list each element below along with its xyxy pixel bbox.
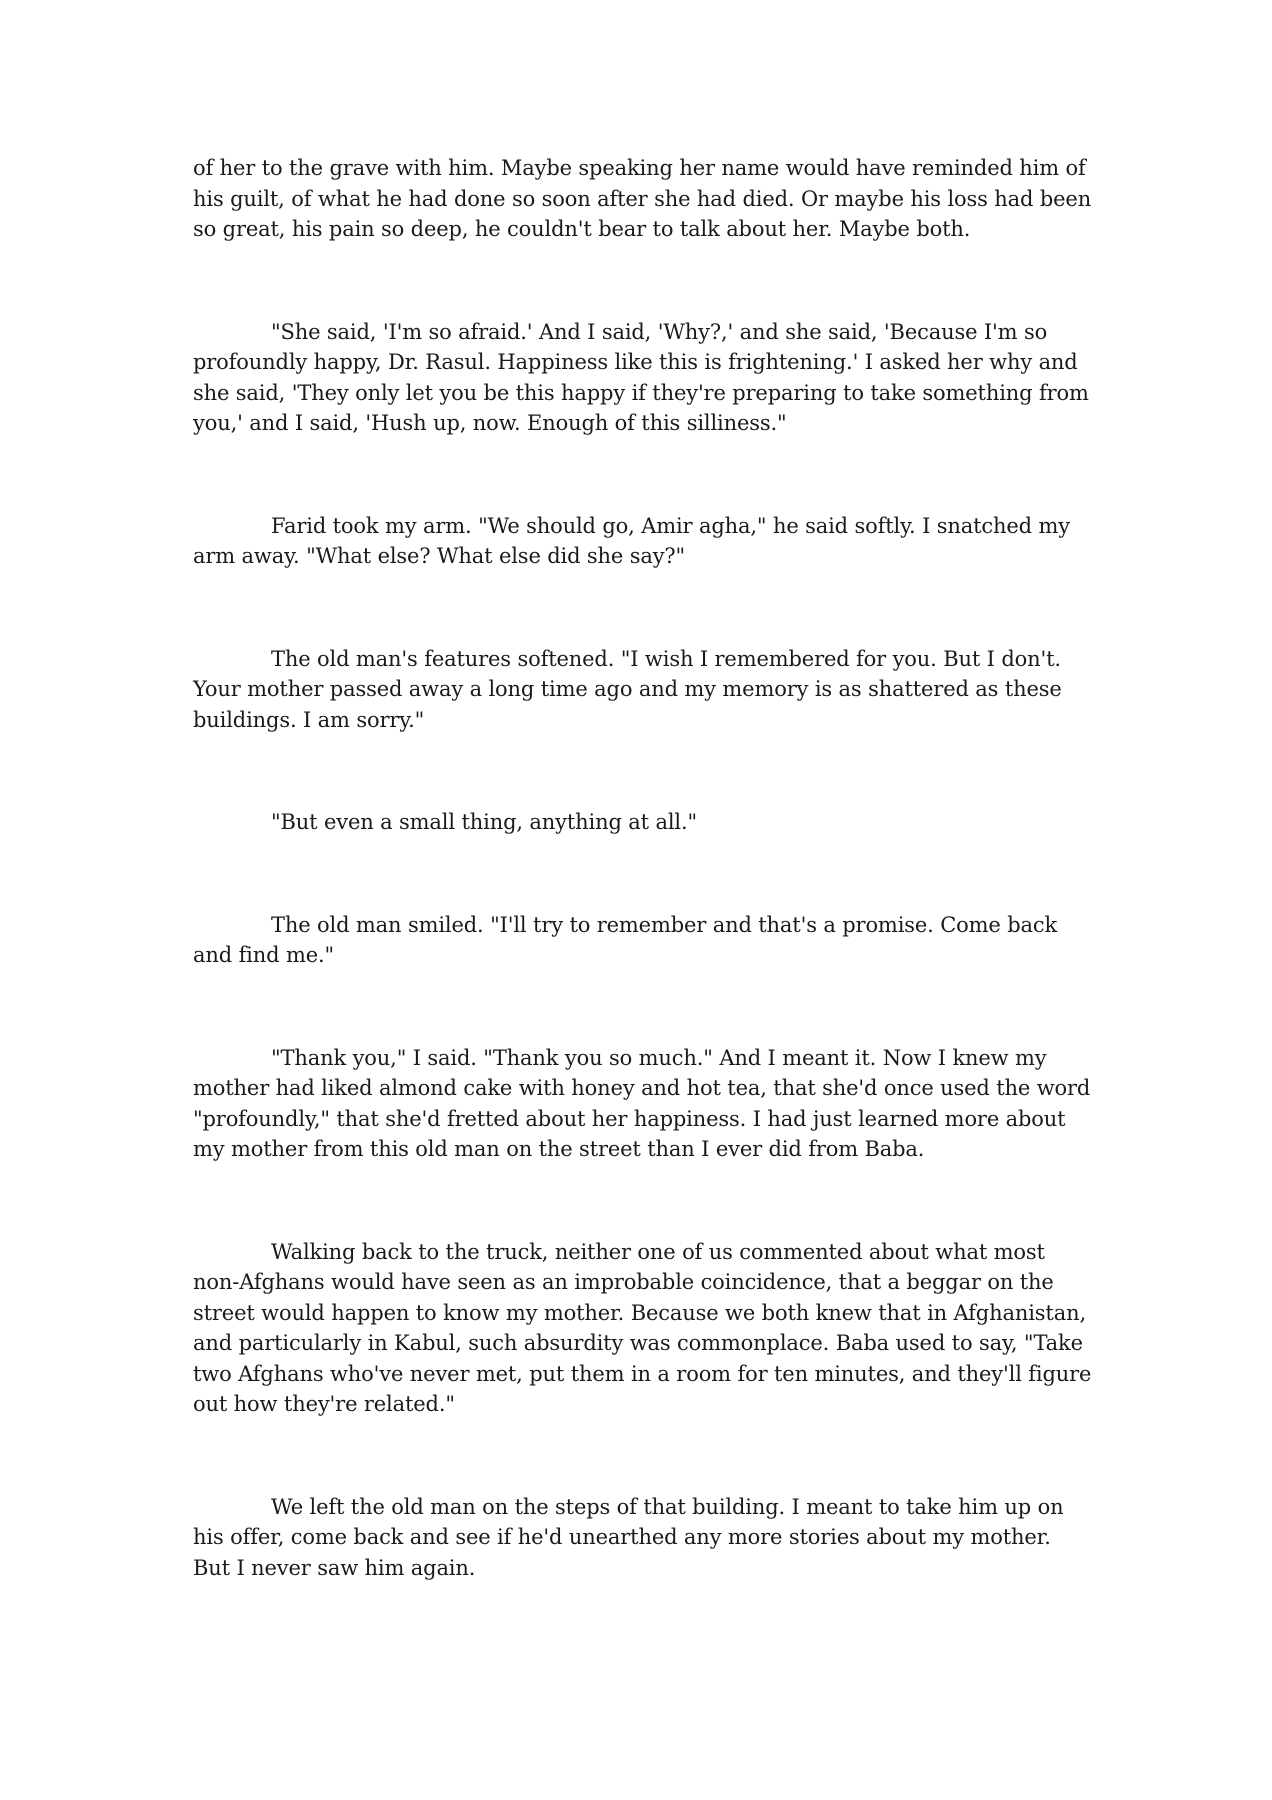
text-body	[193, 153, 1093, 1655]
paragraph: of her to the grave with him. Maybe speaking her name would have reminded him of his guilt, of what he had done so soon after she had died. Or maybe his loss had been so great, his pain so deep, he couldn't bear to talk about her. Maybe both.	[193, 156, 1092, 241]
paragraph: "She said, 'I'm so afraid.' And I said, 'Why?,' and she said, 'Because I'm so profoundly happy, Dr. Rasul. Happiness like this is frightening.' I asked her why and she said, 'They only let you be this happy if they're preparing to take something from you,' and I said, 'Hush up, now. Enough of this silliness."	[193, 319, 1089, 435]
paragraph: "But even a small thing, anything at all."	[271, 810, 698, 834]
paragraph: "Thank you," I said. "Thank you so much." And I meant it. Now I knew my mother had liked almond cake with honey and hot tea, that she'd once used the word "profoundly," that she'd fretted about her happiness. I had just learned more about my mother from this old man on the street than I ever did from Baba.	[193, 1045, 1091, 1161]
paragraph: We left the old man on the steps of that building. I meant to take him up on his offer, come back and see if he'd unearthed any more stories about my mother. But I never saw him again.	[193, 1494, 1064, 1580]
paragraph: Walking back to the truck, neither one of us commented about what most non-Afghans would have seen as an improbable coincidence, that a beggar on the street would happen to know my mother. Because we both knew that in Afghanistan, and particularly in Kabul, such absurdity was commonplace. Baba used to say, "Take two Afghans who've never met, put them in a room for ten minutes, and they'll figure out how they're related."	[193, 1239, 1092, 1416]
paragraph: The old man's features softened. "I wish I remembered for you. But I don't. Your mother passed away a long time ago and my memory is as shattered as these buildings. I am sorry."	[193, 646, 1062, 732]
paragraph: The old man smiled. "I'll try to remember and that's a promise. Come back and find me."	[193, 912, 1058, 967]
paragraph: Farid took my arm. "We should go, Amir agha," he said softly. I snatched my arm away. "What else? What else did she say?"	[193, 513, 1070, 568]
